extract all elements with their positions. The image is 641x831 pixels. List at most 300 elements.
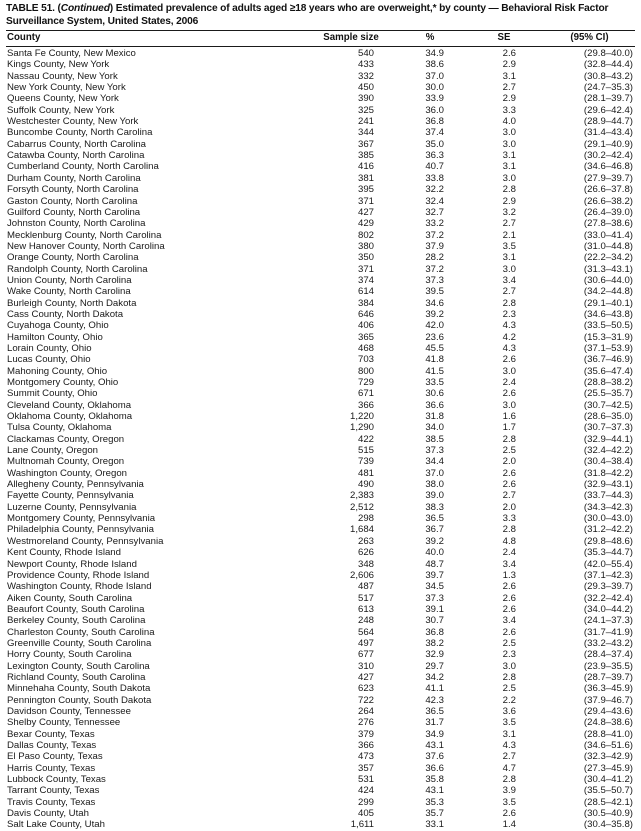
cell-county: Bexar County, Texas [7, 728, 95, 740]
table-row [6, 422, 635, 433]
cell-sample-size: 487 [357, 581, 374, 593]
cell-ci: (28.4–37.4) [583, 649, 633, 661]
cell-ci: (31.7–41.9) [583, 626, 633, 638]
table-row [6, 343, 635, 354]
cell-ci: (34.0–44.2) [583, 603, 633, 615]
cell-ci: (34.3–42.3) [583, 501, 633, 513]
cell-se: 3.0 [502, 660, 516, 672]
cell-percent: 37.3 [425, 274, 444, 286]
cell-percent: 45.5 [425, 342, 444, 354]
cell-se: 3.4 [502, 274, 516, 286]
cell-se: 3.9 [502, 785, 516, 797]
cell-sample-size: 241 [357, 116, 374, 128]
cell-sample-size: 310 [357, 660, 374, 672]
cell-ci: (37.9–46.7) [583, 694, 633, 706]
cell-ci: (27.9–39.7) [583, 172, 633, 184]
table-row [6, 354, 635, 365]
cell-county: Oklahoma County, Oklahoma [7, 411, 133, 423]
cell-sample-size: 366 [357, 399, 374, 411]
cell-percent: 32.7 [425, 206, 444, 218]
table-row [6, 661, 635, 672]
table-row [6, 763, 635, 774]
cell-ci: (31.0–44.8) [583, 240, 633, 252]
cell-ci: (42.0–55.4) [583, 558, 633, 570]
cell-se: 2.6 [502, 592, 516, 604]
cell-sample-size: 2,383 [349, 490, 374, 502]
cell-sample-size: 416 [357, 161, 374, 173]
table-row [6, 468, 635, 479]
cell-percent: 34.2 [425, 671, 444, 683]
cell-county: Tarrant County, Texas [7, 785, 100, 797]
cell-percent: 40.7 [425, 161, 444, 173]
cell-se: 4.8 [502, 535, 516, 547]
cell-se: 3.4 [502, 558, 516, 570]
cell-sample-size: 264 [357, 705, 374, 717]
cell-se: 2.6 [502, 354, 516, 366]
cell-ci: (30.4–41.2) [583, 774, 633, 786]
table-row [6, 286, 635, 297]
cell-sample-size: 739 [357, 456, 374, 468]
table-row [6, 161, 635, 172]
cell-ci: (30.7–37.3) [583, 422, 633, 434]
cell-county: Shelby County, Tennessee [7, 717, 121, 729]
cell-sample-size: 481 [357, 467, 374, 479]
cell-county: Davidson County, Tennessee [7, 705, 131, 717]
cell-sample-size: 384 [357, 297, 374, 309]
cell-ci: (28.6–35.0) [583, 411, 633, 423]
cell-ci: (25.5–35.7) [583, 388, 633, 400]
cell-sample-size: 729 [357, 377, 374, 388]
cell-se: 2.9 [502, 93, 516, 105]
cell-ci: (35.5–50.7) [583, 785, 633, 797]
cell-percent: 34.9 [425, 48, 444, 60]
cell-percent: 36.8 [425, 116, 444, 128]
table-row [6, 127, 635, 138]
cell-ci: (31.2–42.2) [583, 524, 633, 536]
table-row [6, 93, 635, 104]
cell-county: Lorain County, Ohio [7, 342, 92, 354]
cell-county: Kings County, New York [7, 59, 110, 71]
table-title-prefix: TABLE 51. ( [6, 3, 61, 14]
cell-sample-size: 299 [357, 796, 374, 808]
cell-percent: 37.3 [425, 592, 444, 604]
table-title-continued: Continued [60, 3, 110, 14]
cell-county: Montgomery County, Pennsylvania [7, 513, 156, 525]
cell-sample-size: 422 [357, 433, 374, 445]
cell-se: 3.3 [502, 104, 516, 116]
cell-sample-size: 357 [357, 762, 374, 774]
cell-county: Mahoning County, Ohio [7, 365, 108, 377]
cell-percent: 39.7 [425, 569, 444, 581]
table-row [6, 717, 635, 728]
cell-county: Washington County, Rhode Island [7, 581, 152, 593]
cell-percent: 33.8 [425, 172, 444, 184]
cell-ci: (31.4–43.4) [583, 127, 633, 139]
cell-sample-size: 371 [357, 263, 374, 275]
cell-sample-size: 515 [357, 445, 374, 457]
cell-ci: (30.5–40.9) [583, 808, 633, 820]
cell-percent: 37.2 [425, 263, 444, 275]
table-row [6, 184, 635, 195]
cell-county: Lubbock County, Texas [7, 774, 106, 786]
cell-ci: (32.2–42.4) [583, 592, 633, 604]
table-row [6, 411, 635, 422]
cell-sample-size: 564 [357, 626, 374, 638]
table-row [6, 695, 635, 706]
cell-percent: 42.0 [425, 320, 444, 332]
cell-sample-size: 248 [357, 615, 374, 627]
cell-county: Santa Fe County, New Mexico [7, 48, 136, 60]
table-row [6, 230, 635, 241]
cell-sample-size: 802 [357, 229, 374, 241]
cell-county: Salt Lake County, Utah [7, 819, 105, 831]
cell-se: 3.0 [502, 399, 516, 411]
cell-percent: 41.8 [425, 354, 444, 366]
cell-percent: 38.5 [425, 433, 444, 445]
cell-county: Travis County, Texas [7, 796, 96, 808]
cell-county: Allegheny County, Pennsylvania [7, 479, 144, 491]
cell-se: 3.1 [502, 161, 516, 173]
cell-county: Summit County, Ohio [7, 388, 98, 400]
cell-percent: 38.6 [425, 59, 444, 71]
cell-sample-size: 381 [357, 172, 374, 184]
table-row [6, 59, 635, 70]
cell-ci: (28.5–42.1) [583, 796, 633, 808]
table-row [6, 298, 635, 309]
cell-ci: (33.2–43.2) [583, 637, 633, 649]
cell-se: 1.3 [502, 569, 516, 581]
cell-county: Westchester County, New York [7, 116, 139, 128]
cell-sample-size: 677 [357, 649, 374, 661]
cell-se: 1.6 [502, 411, 516, 423]
cell-county: Cumberland County, North Carolina [7, 161, 159, 173]
table-row [6, 445, 635, 456]
cell-sample-size: 429 [357, 218, 374, 230]
cell-percent: 35.0 [425, 138, 444, 150]
cell-se: 3.0 [502, 365, 516, 377]
table-row [6, 71, 635, 82]
table-row [6, 502, 635, 513]
table-row [6, 196, 635, 207]
cell-se: 2.8 [502, 671, 516, 683]
cell-ci: (28.9–44.7) [583, 116, 633, 128]
table-row [6, 320, 635, 331]
table-row [6, 808, 635, 819]
cell-ci: (32.4–42.2) [583, 445, 633, 457]
cell-county: Union County, North Carolina [7, 274, 132, 286]
cell-se: 3.0 [502, 127, 516, 139]
cell-county: Mecklenburg County, North Carolina [7, 229, 162, 241]
cell-county: Clackamas County, Oregon [7, 433, 125, 445]
cell-sample-size: 722 [357, 694, 374, 706]
cell-sample-size: 332 [357, 70, 374, 82]
table-row [6, 627, 635, 638]
cell-sample-size: 344 [357, 127, 374, 139]
cell-percent: 33.5 [425, 377, 444, 388]
cell-se: 2.6 [502, 603, 516, 615]
table-row [6, 513, 635, 524]
cell-ci: (34.6–51.6) [583, 740, 633, 751]
cell-percent: 31.7 [425, 717, 444, 729]
cell-sample-size: 1,611 [350, 819, 374, 831]
cell-percent: 37.3 [425, 445, 444, 457]
cell-percent: 33.1 [425, 819, 444, 831]
cell-county: Dallas County, Texas [7, 740, 97, 751]
cell-ci: (29.1–40.9) [583, 138, 633, 150]
cell-se: 2.6 [502, 479, 516, 491]
cell-percent: 36.0 [425, 104, 444, 116]
cell-county: Greenville County, South Carolina [7, 637, 152, 649]
cell-county: Multnomah County, Oregon [7, 456, 125, 468]
cell-se: 2.6 [502, 388, 516, 400]
table-row [6, 241, 635, 252]
cell-sample-size: 468 [357, 342, 374, 354]
table-row [6, 252, 635, 263]
table-row [6, 797, 635, 808]
cell-percent: 38.0 [425, 479, 444, 491]
cell-county: Aiken County, South Carolina [7, 592, 133, 604]
cell-county: Harris County, Texas [7, 762, 96, 774]
cell-percent: 32.9 [425, 649, 444, 661]
cell-sample-size: 517 [357, 592, 374, 604]
cell-sample-size: 473 [357, 751, 374, 763]
cell-percent: 33.2 [425, 218, 444, 230]
cell-se: 4.3 [502, 342, 516, 354]
cell-percent: 34.6 [425, 297, 444, 309]
cell-percent: 43.1 [425, 785, 444, 797]
cell-sample-size: 433 [357, 59, 374, 71]
cell-ci: (31.3–43.1) [583, 263, 633, 275]
cell-sample-size: 613 [357, 603, 374, 615]
cell-county: Burleigh County, North Dakota [7, 297, 137, 309]
table-row [6, 264, 635, 275]
table-row [6, 366, 635, 377]
table-row [6, 740, 635, 751]
cell-percent: 36.8 [425, 626, 444, 638]
cell-se: 2.6 [502, 808, 516, 820]
cell-se: 3.1 [502, 728, 516, 740]
table-row [6, 785, 635, 796]
cell-percent: 36.3 [425, 150, 444, 162]
cell-percent: 35.3 [425, 796, 444, 808]
cell-county: Forsyth County, North Carolina [7, 184, 139, 196]
cell-percent: 36.5 [425, 705, 444, 717]
cell-se: 2.7 [502, 218, 516, 230]
cell-percent: 32.4 [425, 195, 444, 207]
cell-county: Charleston County, South Carolina [7, 626, 155, 638]
cell-sample-size: 365 [357, 331, 374, 343]
cell-percent: 39.2 [425, 535, 444, 547]
cell-percent: 35.7 [425, 808, 444, 820]
cell-ci: (36.3–45.9) [583, 683, 633, 695]
cell-ci: (32.9–44.1) [583, 433, 633, 445]
table-row [6, 819, 635, 830]
cell-ci: (29.1–40.1) [583, 297, 633, 309]
cell-county: New York County, New York [7, 82, 126, 94]
cell-percent: 37.0 [425, 70, 444, 82]
cell-county: Cleveland County, Oklahoma [7, 399, 132, 411]
cell-sample-size: 614 [357, 286, 374, 298]
cell-county: Beaufort County, South Carolina [7, 603, 145, 615]
cell-se: 2.6 [502, 581, 516, 593]
cell-county: El Paso County, Texas [7, 751, 103, 763]
table-row [6, 547, 635, 558]
cell-county: Berkeley County, South Carolina [7, 615, 146, 627]
cell-sample-size: 348 [357, 558, 374, 570]
cell-se: 2.6 [502, 467, 516, 479]
cell-se: 3.5 [502, 796, 516, 808]
cell-percent: 36.5 [425, 513, 444, 525]
table-row [6, 139, 635, 150]
cell-ci: (30.8–43.2) [583, 70, 633, 82]
cell-se: 2.6 [502, 626, 516, 638]
cell-county: Queens County, New York [7, 93, 119, 105]
cell-sample-size: 1,290 [349, 422, 374, 434]
table-row [6, 218, 635, 229]
cell-se: 2.8 [502, 184, 516, 196]
cell-sample-size: 385 [357, 150, 374, 162]
cell-percent: 37.9 [425, 240, 444, 252]
cell-percent: 34.0 [425, 422, 444, 434]
cell-percent: 37.6 [425, 751, 444, 763]
cell-ci: (15.3–31.9) [583, 331, 633, 343]
cell-county: Luzerne County, Pennsylvania [7, 501, 137, 513]
cell-percent: 39.1 [425, 603, 444, 615]
table-row [6, 116, 635, 127]
cell-se: 1.4 [502, 819, 516, 831]
cell-county: Orange County, North Carolina [7, 252, 139, 264]
cell-percent: 29.7 [425, 660, 444, 672]
cell-se: 2.8 [502, 524, 516, 536]
cell-se: 3.4 [502, 615, 516, 627]
cell-sample-size: 367 [357, 138, 374, 150]
cell-se: 3.2 [502, 206, 516, 218]
cell-county: Lucas County, Ohio [7, 354, 91, 366]
cell-ci: (30.2–42.4) [583, 150, 633, 162]
cell-sample-size: 276 [357, 717, 374, 729]
cell-sample-size: 646 [357, 308, 374, 320]
cell-county: Pennington County, South Dakota [7, 694, 152, 706]
cell-county: Wake County, North Carolina [7, 286, 131, 298]
cell-se: 2.0 [502, 501, 516, 513]
cell-se: 3.6 [502, 705, 516, 717]
table-header-row [6, 31, 635, 46]
cell-percent: 42.3 [425, 694, 444, 706]
table-row [6, 774, 635, 785]
cell-percent: 39.0 [425, 490, 444, 502]
cell-sample-size: 531 [357, 774, 374, 786]
cell-se: 2.9 [502, 59, 516, 71]
cell-ci: (24.8–38.6) [583, 717, 633, 729]
cell-percent: 36.7 [425, 524, 444, 536]
cell-ci: (28.8–38.2) [583, 377, 633, 388]
cell-se: 2.1 [502, 229, 516, 241]
cell-ci: (29.6–42.4) [583, 104, 633, 116]
table-row [6, 536, 635, 547]
table-row [6, 672, 635, 683]
table-row [6, 46, 635, 59]
cell-ci: (35.3–44.7) [583, 547, 633, 559]
table-row [6, 581, 635, 592]
cell-se: 3.1 [502, 70, 516, 82]
cell-sample-size: 325 [357, 104, 374, 116]
cell-se: 2.5 [502, 445, 516, 457]
cell-se: 3.0 [502, 263, 516, 275]
cell-ci: (29.4–43.6) [583, 705, 633, 717]
cell-percent: 38.2 [425, 637, 444, 649]
cell-ci: (32.8–44.4) [583, 59, 633, 71]
cell-county: Gaston County, North Carolina [7, 195, 138, 207]
cell-sample-size: 424 [357, 785, 374, 797]
cell-se: 2.8 [502, 297, 516, 309]
table-title-suffix: ) Estimated prevalence of adults aged ≥18 years who are overweight,* by county — Behavioral Risk Factor Surveillance System, United States, 2006 [6, 3, 609, 27]
cell-ci: (31.8–42.2) [583, 467, 633, 479]
cell-se: 3.3 [502, 513, 516, 525]
cell-county: Richland County, South Carolina [7, 671, 146, 683]
cell-county: Tulsa County, Oklahoma [7, 422, 112, 434]
cell-ci: (33.0–41.4) [583, 229, 633, 241]
cell-ci: (26.6–38.2) [583, 195, 633, 207]
cell-ci: (26.6–37.8) [583, 184, 633, 196]
column-header-se: SE [470, 31, 546, 46]
table-row [6, 105, 635, 116]
cell-county: Suffolk County, New York [7, 104, 115, 116]
cell-ci: (28.1–39.7) [583, 93, 633, 105]
cell-se: 2.8 [502, 774, 516, 786]
table-row [6, 729, 635, 740]
cell-se: 2.9 [502, 195, 516, 207]
cell-se: 2.4 [502, 547, 516, 559]
table-row [6, 604, 635, 615]
cell-ci: (27.8–38.6) [583, 218, 633, 230]
cell-ci: (24.1–37.3) [583, 615, 633, 627]
table-row [6, 479, 635, 490]
cell-ci: (34.6–46.8) [583, 161, 633, 173]
cell-sample-size: 395 [357, 184, 374, 196]
table-body [6, 46, 635, 831]
cell-ci: (34.2–44.8) [583, 286, 633, 298]
cell-se: 2.7 [502, 751, 516, 763]
table-row [6, 332, 635, 343]
cell-ci: (29.3–39.7) [583, 581, 633, 593]
cell-sample-size: 2,512 [349, 501, 374, 513]
cell-se: 2.2 [502, 694, 516, 706]
cell-county: Cabarrus County, North Carolina [7, 138, 146, 150]
cell-percent: 31.8 [425, 411, 444, 423]
cell-sample-size: 350 [357, 252, 374, 264]
cell-se: 2.3 [502, 308, 516, 320]
cell-percent: 37.0 [425, 467, 444, 479]
cell-sample-size: 406 [357, 320, 374, 332]
cell-county: New Hanover County, North Carolina [7, 240, 165, 252]
cell-ci: (32.9–43.1) [583, 479, 633, 491]
cell-sample-size: 371 [357, 195, 374, 207]
cell-county: Philadelphia County, Pennsylvania [7, 524, 155, 536]
cell-county: Lexington County, South Carolina [7, 660, 150, 672]
table-row [6, 207, 635, 218]
cell-percent: 41.1 [425, 683, 444, 695]
cell-sample-size: 374 [357, 274, 374, 286]
table-row [6, 593, 635, 604]
cell-ci: (33.7–44.3) [583, 490, 633, 502]
cell-county: Cass County, North Dakota [7, 308, 124, 320]
cell-county: Fayette County, Pennsylvania [7, 490, 134, 502]
cell-se: 2.5 [502, 637, 516, 649]
table-row [6, 150, 635, 161]
cell-percent: 23.6 [425, 331, 444, 343]
cell-percent: 38.3 [425, 501, 444, 513]
cell-percent: 28.2 [425, 252, 444, 264]
